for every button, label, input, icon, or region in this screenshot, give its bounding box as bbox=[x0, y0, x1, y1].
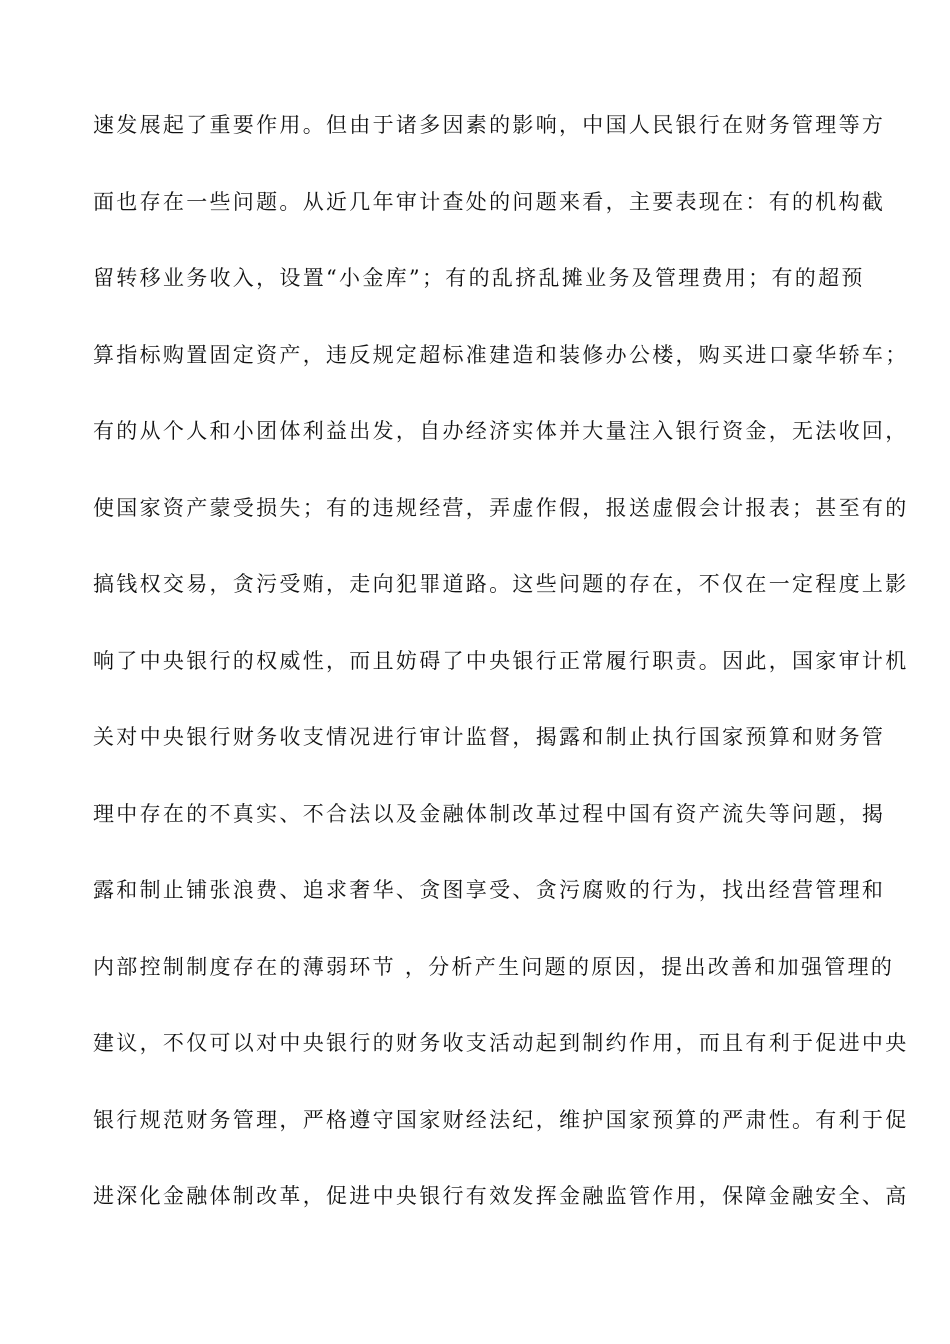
text-line: 面也存在一些问题。从近几年审计查处的问题来看，主要表现在：有的机构截 bbox=[93, 189, 886, 214]
text-line: 建议，不仅可以对中央银行的财务收支活动起到制约作用，而且有利于促进中央 bbox=[93, 1031, 909, 1055]
text-line: 银行规范财务管理，严格遵守国家财经法纪，维护国家预算的严肃性。有利于促 bbox=[93, 1107, 909, 1132]
text-line: 使国家资产蒙受损失；有的违规经营，弄虚作假，报送虚假会计报表；甚至有的 bbox=[93, 495, 909, 520]
text-line: 理中存在的不真实、不合法以及金融体制改革过程中国有资产流失等问题，揭 bbox=[93, 801, 886, 826]
text-line: 有的从个人和小团体利益出发，自办经济实体并大量注入银行资金，无法收回， bbox=[93, 419, 909, 443]
text-line: 露和制止铺张浪费、追求奢华、贪图享受、贪污腐败的行为，找出经营管理和 bbox=[93, 878, 886, 902]
text-line: 算指标购置固定资产，违反规定超标准建造和装修办公楼，购买进口豪华轿车； bbox=[93, 342, 909, 367]
text-line: 进深化金融体制改革，促进中央银行有效发挥金融监管作用，保障金融安全、高 bbox=[93, 1184, 909, 1208]
text-line: 响了中央银行的权威性，而且妨碍了中央银行正常履行职责。因此，国家审计机 bbox=[93, 648, 909, 673]
text-line: 搞钱权交易，贪污受贿，走向犯罪道路。这些问题的存在，不仅在一定程度上影 bbox=[93, 572, 909, 596]
text-line: 关对中央银行财务收支情况进行审计监督，揭露和制止执行国家预算和财务管 bbox=[93, 725, 886, 749]
body-paragraph bbox=[93, 105, 909, 1253]
text-line: 留转移业务收入，设置“小金库”；有的乱挤乱摊业务及管理费用；有的超预 bbox=[93, 266, 865, 290]
text-line: 速发展起了重要作用。但由于诸多因素的影响，中国人民银行在财务管理等方 bbox=[93, 113, 886, 137]
text-line: 内部控制制度存在的薄弱环节 ，分析产生问题的原因，提出改善和加强管理的 bbox=[93, 954, 895, 979]
